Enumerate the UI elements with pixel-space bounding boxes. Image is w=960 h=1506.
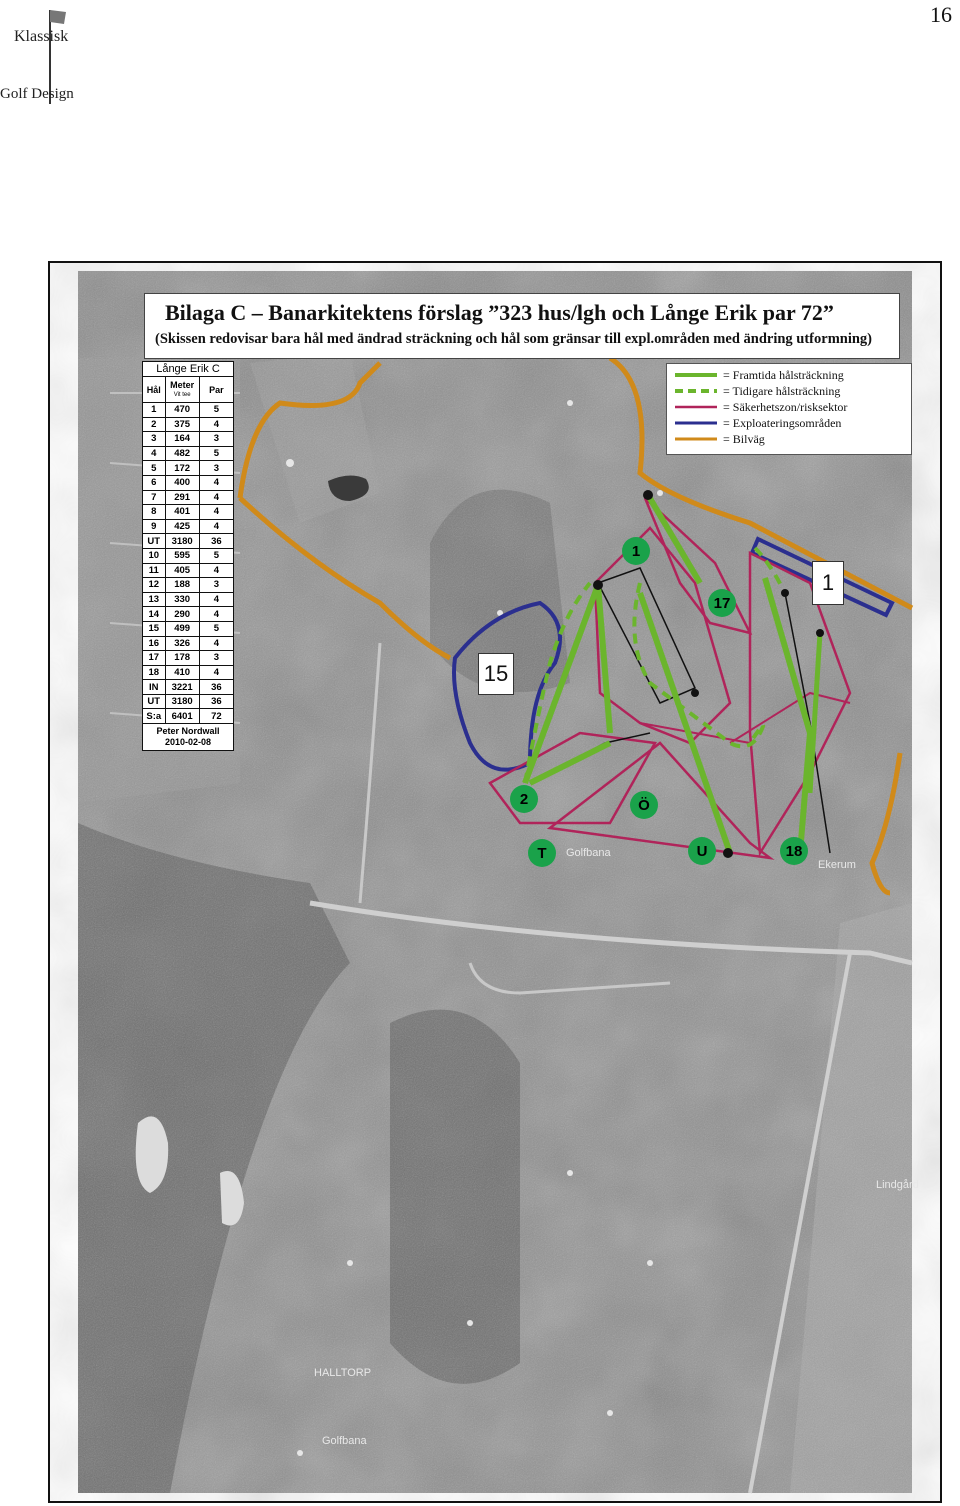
legend-item-previous-route: = Tidigare hålsträckning: [675, 384, 840, 398]
scorecard-row: [143, 491, 233, 506]
place-name-lindgard: Lindgård: [876, 1179, 919, 1191]
par-cell: 36: [211, 696, 222, 708]
map-title: Bilaga C – Banarkitektens förslag ”323 hus/lgh och Långe Erik par 72”: [165, 300, 834, 325]
par-cell: 4: [213, 564, 220, 576]
hole-cell: 11: [143, 564, 166, 578]
hole-cell: 1: [143, 403, 166, 417]
scorecard-row: [143, 505, 233, 520]
meter-cell: 401: [166, 505, 200, 519]
hole-marker-18: 18: [780, 837, 808, 865]
scorecard-row: [143, 593, 233, 608]
par-cell: 72: [211, 710, 222, 722]
scorecard-row: [143, 578, 233, 593]
hole-cell: UT: [143, 695, 166, 709]
area-label-15: 15: [478, 653, 514, 695]
meter-cell: 425: [166, 520, 200, 534]
hole-cell: 15: [143, 622, 166, 636]
meter-cell: 330: [166, 593, 200, 607]
par-cell: 4: [213, 506, 220, 518]
scorecard-row: [143, 680, 233, 695]
place-name-golfbana-south: Golfbana: [322, 1435, 367, 1447]
scorecard-row: [143, 549, 233, 564]
hole-cell: 6: [143, 476, 166, 490]
scorecard-row: [143, 447, 233, 462]
meter-cell: 3180: [166, 695, 200, 709]
scorecard-row: [143, 637, 233, 652]
scorecard-row: [143, 622, 233, 637]
marker-o: Ö: [630, 791, 658, 819]
meter-cell: 499: [166, 622, 200, 636]
hole-cell: 10: [143, 549, 166, 563]
hole-cell: 4: [143, 447, 166, 461]
hole-cell: 2: [143, 418, 166, 432]
scorecard: [142, 361, 234, 751]
scorecard-rows: [143, 403, 233, 724]
scorecard-row: [143, 534, 233, 549]
meter-cell: 400: [166, 476, 200, 490]
scorecard-row: [143, 709, 233, 724]
scorecard-row: [143, 695, 233, 710]
par-cell: 3: [213, 433, 220, 445]
par-cell: 4: [213, 418, 220, 430]
marker-u: U: [688, 837, 716, 865]
logo-word-2: Golf Design: [0, 86, 74, 102]
par-cell: 5: [213, 550, 220, 562]
hole-cell: S:a: [143, 709, 166, 723]
scorecard-row: [143, 418, 233, 433]
hole-cell: IN: [143, 680, 166, 694]
par-cell: 3: [213, 652, 220, 664]
map-legend: [666, 363, 912, 455]
scorecard-row: [143, 432, 233, 447]
map-subtitle: (Skissen redovisar bara hål med ändrad sträckning och hål som gränsar till expl.områden med ändring utformning): [155, 331, 873, 347]
par-cell: 36: [211, 535, 222, 547]
scorecard-row: [143, 564, 233, 579]
legend-blue-line-icon: [675, 419, 717, 427]
par-cell: 36: [211, 681, 222, 693]
scorecard-header: [143, 377, 233, 403]
par-cell: 3: [213, 579, 220, 591]
par-cell: 4: [213, 477, 220, 489]
meter-cell: 172: [166, 461, 200, 475]
hole-marker-2: 2: [510, 785, 538, 813]
place-name-ekerum: Ekerum: [818, 859, 856, 871]
hole-marker-1: 1: [622, 537, 650, 565]
hole-cell: UT: [143, 534, 166, 548]
scorecard-row: [143, 403, 233, 418]
scorecard-row: [143, 461, 233, 476]
par-cell: 4: [213, 594, 220, 606]
scorecard-row: [143, 607, 233, 622]
meter-cell: 482: [166, 447, 200, 461]
header-hole: Hål: [143, 377, 166, 402]
scorecard-title: Långe Erik C: [143, 362, 233, 377]
area-label-1: 1: [812, 561, 844, 605]
marker-t: T: [528, 839, 556, 867]
hole-cell: 16: [143, 637, 166, 651]
meter-cell: 3180: [166, 534, 200, 548]
hole-cell: 13: [143, 593, 166, 607]
hole-cell: 8: [143, 505, 166, 519]
meter-cell: 291: [166, 491, 200, 505]
par-cell: 5: [213, 404, 220, 416]
par-cell: 4: [213, 637, 220, 649]
header-par: Par: [209, 384, 224, 395]
par-cell: 5: [213, 448, 220, 460]
meter-cell: 178: [166, 651, 200, 665]
place-name-halltorp: HALLTORP: [314, 1367, 372, 1379]
par-cell: 4: [213, 608, 220, 620]
legend-red-line-icon: [675, 403, 717, 411]
scorecard-row: [143, 651, 233, 666]
par-cell: 4: [213, 491, 220, 503]
header-meter: Meter Vit tee: [166, 377, 200, 402]
meter-cell: 290: [166, 607, 200, 621]
legend-item-car-road: = Bilväg: [675, 432, 765, 446]
scorecard-row: [143, 666, 233, 681]
hole-cell: 18: [143, 666, 166, 680]
par-cell: 5: [213, 623, 220, 635]
hole-cell: 7: [143, 491, 166, 505]
hole-cell: 12: [143, 578, 166, 592]
hole-cell: 17: [143, 651, 166, 665]
place-name-golfbana: Golfbana: [566, 847, 611, 859]
legend-solid-green-line-icon: [675, 371, 717, 379]
legend-item-safety-zone: = Säkerhetszon/risksektor: [675, 400, 847, 414]
page-number: 16: [930, 2, 952, 27]
meter-cell: 375: [166, 418, 200, 432]
meter-cell: 326: [166, 637, 200, 651]
logo-word-1: Klassisk: [14, 28, 69, 45]
par-cell: 4: [213, 521, 220, 533]
meter-cell: 595: [166, 549, 200, 563]
meter-cell: 470: [166, 403, 200, 417]
company-logo: [0, 4, 80, 108]
map-frame: [48, 261, 942, 1503]
scorecard-row: [143, 476, 233, 491]
par-cell: 4: [213, 666, 220, 678]
scorecard-row: [143, 520, 233, 535]
legend-dashed-green-line-icon: [675, 387, 717, 395]
legend-orange-line-icon: [675, 435, 717, 443]
meter-cell: 6401: [166, 709, 200, 723]
legend-item-future-route: = Framtida hålsträckning: [675, 368, 844, 382]
meter-cell: 410: [166, 666, 200, 680]
meter-cell: 405: [166, 564, 200, 578]
title-box: [144, 293, 900, 359]
hole-cell: 14: [143, 607, 166, 621]
par-cell: 3: [213, 462, 220, 474]
meter-cell: 164: [166, 432, 200, 446]
hole-marker-17: 17: [708, 589, 736, 617]
meter-cell: 3221: [166, 680, 200, 694]
scorecard-date: 2010-02-08: [164, 737, 212, 748]
scorecard-footer: [143, 724, 233, 748]
hole-cell: 3: [143, 432, 166, 446]
hole-cell: 9: [143, 520, 166, 534]
hole-cell: 5: [143, 461, 166, 475]
meter-cell: 188: [166, 578, 200, 592]
scorecard-author: Peter Nordwall: [156, 726, 220, 737]
legend-item-exploitation: = Exploateringsområden: [675, 416, 841, 430]
